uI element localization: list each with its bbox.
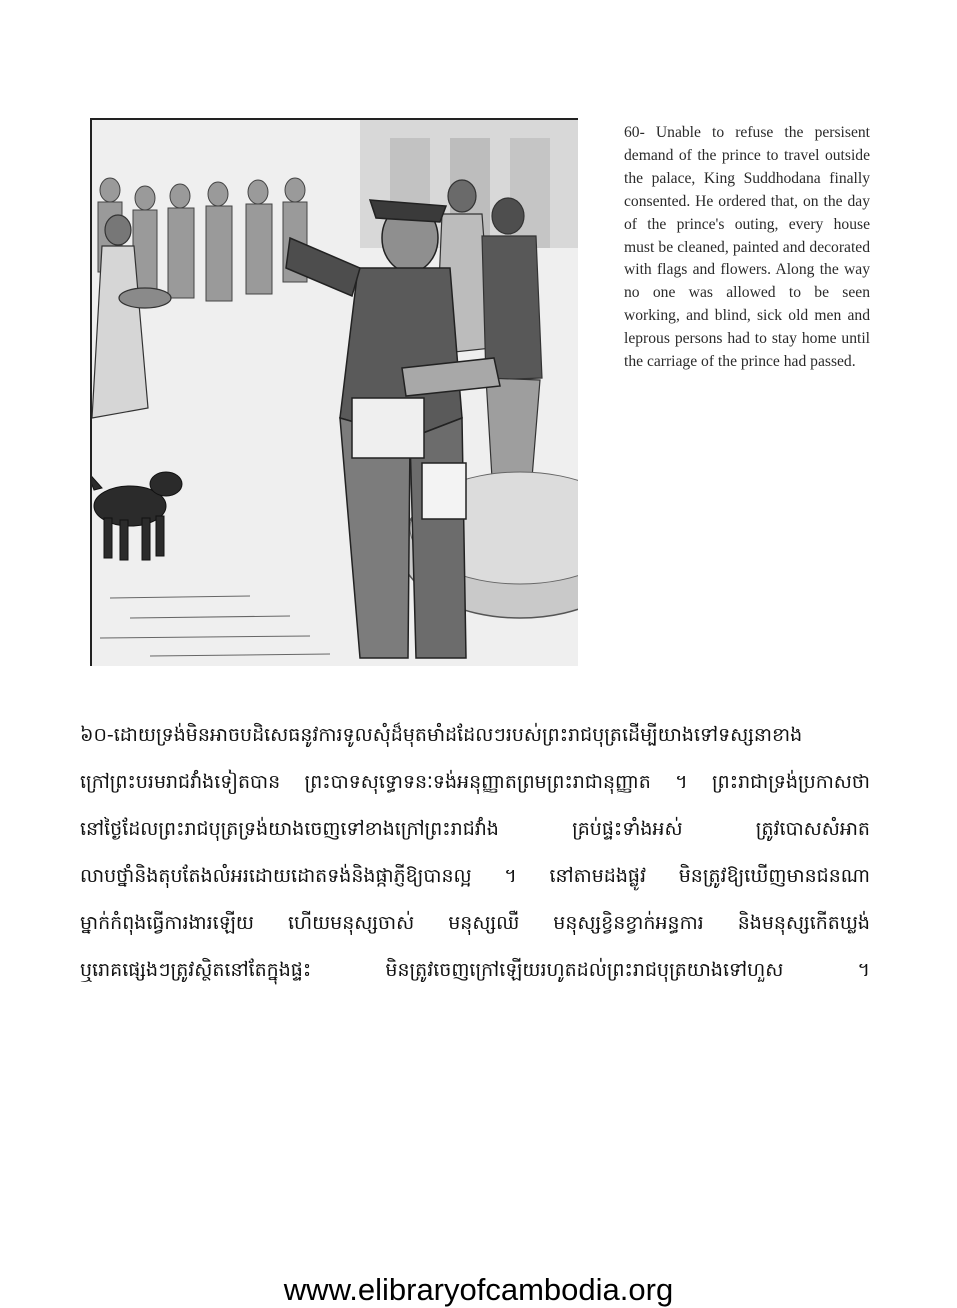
khmer-paragraph	[80, 712, 870, 994]
khmer-line: ម្នាក់កំពុងធ្វើការងារឡើយ ហើយមនុស្សចាស់ មនុស្សឈឺ មនុស្សខ្វិនខ្វាក់អន្ធការ និងមនុស្សកើតឃ្លង់	[80, 912, 870, 934]
khmer-line: ឬរោគផ្សេងៗត្រូវស្ថិតនៅតែក្នុងផ្ទះ មិនត្រូវចេញក្រៅឡើយរហូតដល់ព្រះរាជបុត្រយាងទៅហួស ។	[80, 959, 870, 981]
khmer-line: លាបថ្នាំនិងតុបតែងលំអរដោយដោតទង់និងផ្កាភ្ញីឱ្យបានល្អ ។ នៅតាមដងផ្លូវ មិនត្រូវឱ្យឃើញមានជនណា	[80, 865, 870, 887]
khmer-line: នៅថ្ងៃដែលព្រះរាជបុត្រទ្រង់យាងចេញទៅខាងក្រៅព្រះរាជវាំង គ្រប់ផ្ទះទាំងអស់ ត្រូវបោសសំអាត	[80, 818, 870, 840]
khmer-line: ៦០-ដោយទ្រង់មិនអាចបដិសេធនូវការទូលសុំដ៏មុតមាំដដែលៗរបស់ព្រះរាជបុត្រដើម្បីយាងទៅទស្សនាខាង	[80, 724, 803, 746]
prince-departure-illustration	[90, 118, 578, 666]
footer-website-url[interactable]: www.elibraryofcambodia.org	[283, 1272, 674, 1307]
khmer-line: ក្រៅព្រះបរមរាជវាំងទៀតបាន ព្រះបាទសុទ្ធោទនៈទង់អនុញ្ញាតព្រមព្រះរាជានុញ្ញាត ។ ព្រះរាជាទ្រង់ប្រកាសថា	[80, 771, 870, 793]
english-caption: 60- Unable to refuse the persisent demand of the prince to travel outside the palace, King Suddhodana finally consented. He ordered that, on the day of the prince's outing, every house must be cleaned, painted and decorated with flags and flowers. Along the way no one was allowed to be seen working, and blind, sick old men and leprous persons had to stay home until the carriage of the prince had passed.	[624, 124, 870, 371]
